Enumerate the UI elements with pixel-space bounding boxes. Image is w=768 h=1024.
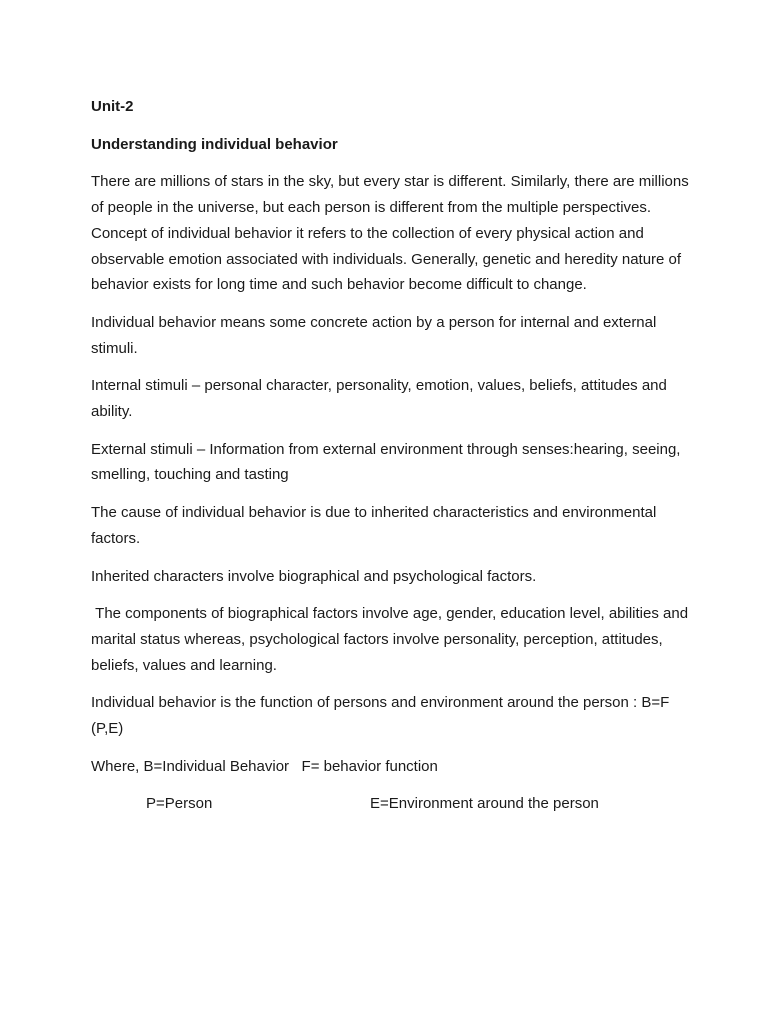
- paragraph-external-stimuli: External stimuli – Information from external environment through senses:hearing, seeing, smelling, touching and tasting: [91, 440, 681, 484]
- environment-definition: E=Environment around the person: [370, 795, 599, 813]
- paragraph-internal-stimuli: Internal stimuli – personal character, personality, emotion, values, beliefs, attitudes and ability.: [91, 377, 667, 421]
- unit-heading: Unit-2: [91, 98, 134, 115]
- paragraph-cause: The cause of individual behavior is due to inherited characteristics and environmental factors.: [91, 504, 657, 547]
- formula-legend: [91, 791, 691, 817]
- document-page: [91, 94, 691, 817]
- paragraph-function: Individual behavior is the function of persons and environment around the person : B=F (P,E): [91, 694, 670, 738]
- paragraph-intro: There are millions of stars in the sky, but every star is different. Similarly, there are millions of people in the universe, but each person is different from the multiple perspectives. Concept of individual behavior it refers to the collection of every physical action and observable emotion associated with individuals. Generally, genetic and heredity nature of behavior exists for long time and such behavior become difficult to change.: [91, 173, 689, 294]
- person-definition: P=Person: [146, 795, 213, 813]
- formula-where-line: Where, B=Individual Behavior F= behavior function: [91, 757, 438, 775]
- paragraph-components: The components of biographical factors involve age, gender, education level, abilities and marital status whereas, psychological factors involve personality, perception, attitudes, beliefs, values and learning.: [91, 605, 693, 674]
- paragraph-inherited: Inherited characters involve biographical and psychological factors.: [91, 567, 537, 585]
- paragraph-definition: Individual behavior means some concrete action by a person for internal and external stimuli.: [91, 313, 657, 357]
- document-title: Understanding individual behavior: [91, 135, 338, 153]
